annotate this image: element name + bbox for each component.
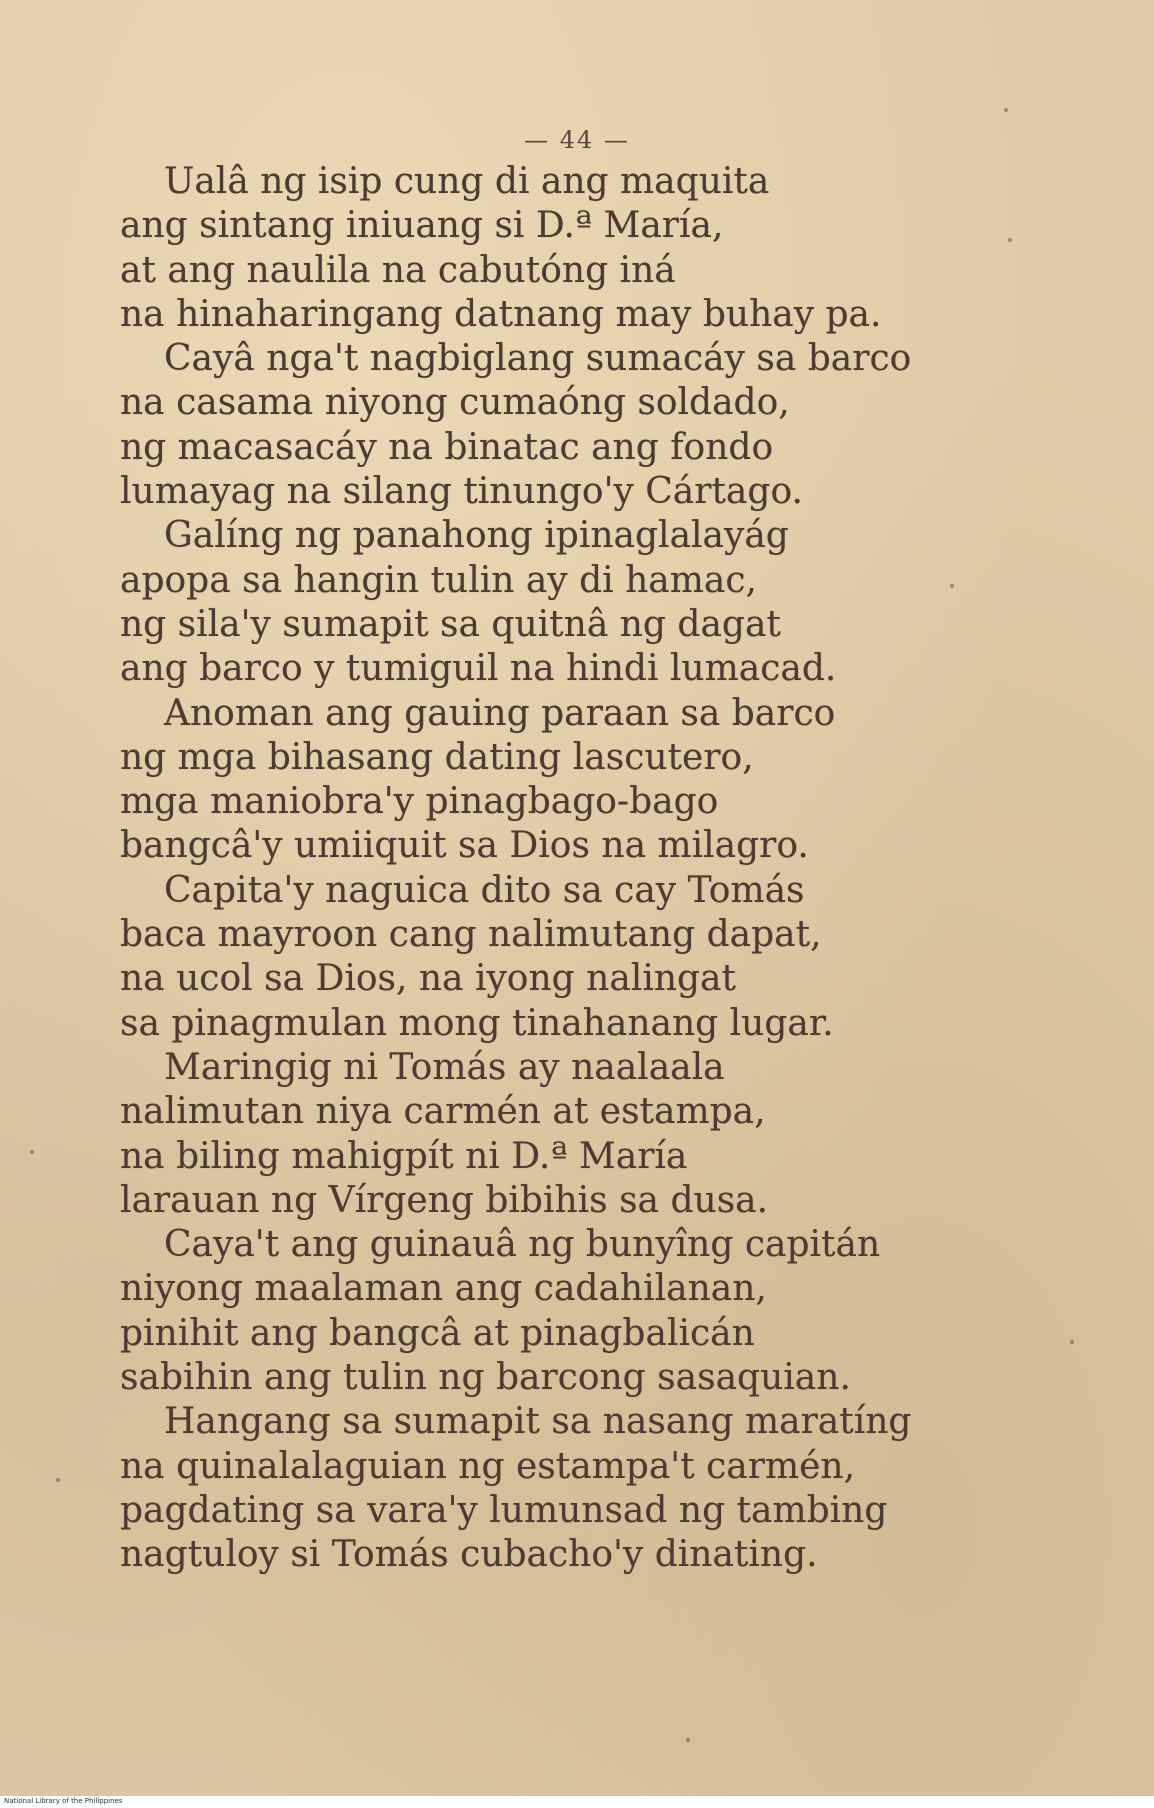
poem-line: Maringig ni Tomás ay naalaala [164, 1046, 725, 1088]
poem-line: na biling mahigpít ni D.ª María [120, 1135, 688, 1177]
poem-line: na quinalalaguian ng estampa't carmén, [120, 1445, 856, 1487]
paper-speck [1070, 1340, 1074, 1344]
page-number: — 44 — [524, 126, 630, 154]
poem-line: na casama niyong cumaóng soldado, [120, 382, 790, 424]
paper-speck [30, 1150, 34, 1154]
poem-line: Cayâ nga't nagbiglang sumacáy sa barco [164, 338, 912, 380]
poem-line: larauan ng Vírgeng bibihis sa dusa. [120, 1179, 769, 1221]
poem-line: Capita'y naguica dito sa cay Tomás [164, 869, 805, 911]
poem-line: nalimutan niya carmén at estampa, [120, 1091, 766, 1133]
poem-line: pinihit ang bangcâ at pinagbalicán [120, 1312, 755, 1354]
poem-line: sabihin ang tulin ng barcong sasaquian. [120, 1357, 851, 1399]
poem-line: na hinaharingang datnang may buhay pa. [120, 293, 882, 335]
stanza-4 [120, 692, 1020, 869]
poem-line: ang barco y tumiguil na hindi lumacad. [120, 648, 837, 690]
stanza-6 [120, 1046, 1020, 1223]
stanza-8 [120, 1400, 1020, 1577]
poem-line: Hangang sa sumapit sa nasang maratíng [164, 1401, 912, 1443]
paper-speck [56, 1478, 60, 1482]
poem-line: Anoman ang gauing paraan sa barco [164, 692, 836, 734]
paper-speck [1008, 238, 1012, 242]
paper-speck [950, 584, 954, 588]
stanza-5 [120, 869, 1020, 1046]
stanza-3 [120, 514, 1020, 691]
poem-line: bangcâ'y umiiquit sa Dios na milagro. [120, 825, 809, 867]
poem-line: at ang naulila na cabutóng iná [120, 249, 676, 291]
poem-line: ng macasacáy na binatac ang fondo [120, 426, 774, 468]
paper-speck [1004, 108, 1008, 112]
library-credit: National Library of the Philippines [4, 1797, 123, 1805]
poem-line: ng sila'y sumapit sa quitnâ ng dagat [120, 603, 781, 645]
poem-line: lumayag na silang tinungo'y Cártago. [120, 471, 803, 513]
poem-line: pagdating sa vara'y lumunsad ng tambing [120, 1489, 888, 1531]
poem-line: mga maniobra'y pinagbago-bago [120, 781, 719, 823]
poem-line: apopa sa hangin tulin ay di hamac, [120, 559, 757, 601]
poem-body [120, 160, 1020, 1578]
poem-line: ang sintang iniuang si D.ª María, [120, 205, 724, 247]
poem-line: Galíng ng panahong ipinaglalayág [164, 515, 789, 557]
poem-line: nagtuloy si Tomás cubacho'y dinating. [120, 1534, 818, 1576]
poem-line: baca mayroon cang nalimutang dapat, [120, 914, 822, 956]
poem-line: sa pinagmulan mong tinahanang lugar. [120, 1002, 834, 1044]
paper-speck [686, 1738, 690, 1742]
poem-line: niyong maalaman ang cadahilanan, [120, 1268, 767, 1310]
poem-line: ng mga bihasang dating lascutero, [120, 736, 754, 778]
poem-line: Caya't ang guinauâ ng bunyîng capitán [164, 1224, 881, 1266]
poem-line: na ucol sa Dios, na iyong nalingat [120, 958, 736, 1000]
poem-line: Ualâ ng isip cung di ang maquita [164, 161, 770, 202]
stanza-7 [120, 1223, 1020, 1400]
stanza-2 [120, 337, 1020, 514]
stanza-1 [120, 160, 1020, 337]
